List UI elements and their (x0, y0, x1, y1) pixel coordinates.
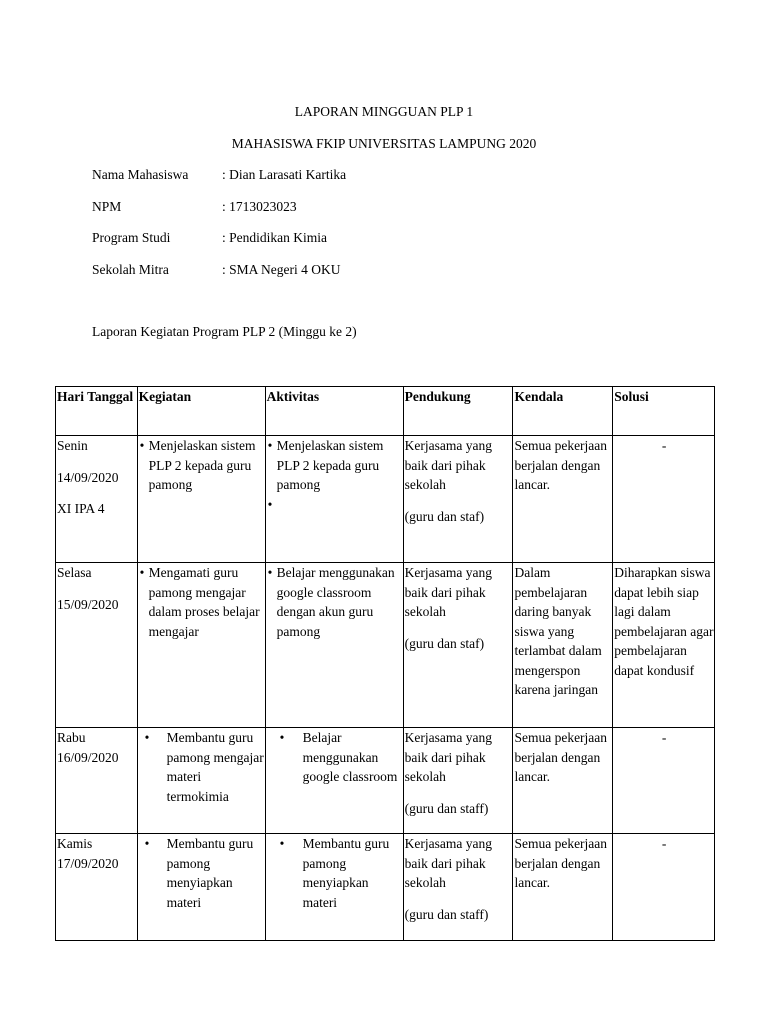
header-cell-day: Hari Tanggal (56, 387, 138, 436)
info-value: : Dian Larasati Kartika (222, 167, 347, 182)
aktivitas-cell (265, 728, 403, 834)
list-item: • Membantu guru pamong mengajar materi termokimia (139, 728, 265, 806)
pendukung-note: (guru dan staf) (404, 635, 485, 651)
info-row-program (92, 230, 327, 246)
header-cell-kendala: Kendala (513, 387, 613, 436)
list-item: • Belajar menggunakan google classroom (267, 728, 403, 787)
pendukung-note: (guru dan staff) (404, 800, 489, 816)
header-cell-aktivitas: Aktivitas (265, 387, 403, 436)
day-date: 16/09/2020 (57, 749, 119, 765)
table-header-row (56, 387, 715, 436)
pendukung-text: Kerjasama yang baik dari pihak sekolah (404, 730, 492, 784)
kendala-cell: Semua pekerjaan berjalan dengan lancar. (513, 728, 613, 834)
kegiatan-cell (137, 834, 265, 941)
solusi-cell: Diharapkan siswa dapat lebih siap lagi dalam pembelajaran agar pembelajaran dapat kondusif (613, 563, 715, 728)
table-row (56, 728, 715, 834)
info-value: : Pendidikan Kimia (222, 230, 327, 245)
list-item: • Membantu guru pamong menyiapkan materi (139, 834, 265, 912)
day-name: Senin (57, 438, 88, 453)
list-item: • Menjelaskan sistem PLP 2 kepada guru pamong (267, 436, 403, 495)
solusi-cell: - (613, 834, 715, 941)
pendukung-cell (403, 563, 513, 728)
info-value: : SMA Negeri 4 OKU (222, 262, 341, 277)
solusi-cell: - (613, 436, 715, 563)
kegiatan-cell (137, 728, 265, 834)
pendukung-note: (guru dan staf) (404, 508, 485, 524)
pendukung-text: Kerjasama yang baik dari pihak sekolah (404, 836, 492, 890)
kendala-cell: Dalam pembelajaran daring banyak siswa yang terlambat dalam mengerspon karena jaringan (513, 563, 613, 728)
header-cell-kegiatan: Kegiatan (137, 387, 265, 436)
day-date: 17/09/2020 (57, 855, 119, 871)
day-name: Rabu (57, 730, 86, 745)
day-date: 14/09/2020 (57, 469, 119, 485)
info-label: Sekolah Mitra (92, 262, 169, 277)
solusi-cell: - (613, 728, 715, 834)
day-cell (56, 834, 138, 941)
aktivitas-cell (265, 436, 403, 563)
day-cell (56, 436, 138, 563)
report-subtitle: MAHASISWA FKIP UNIVERSITAS LAMPUNG 2020 (231, 136, 537, 151)
kendala-cell: Semua pekerjaan berjalan dengan lancar. (513, 436, 613, 563)
info-label: NPM (92, 199, 122, 214)
table-row (56, 563, 715, 728)
pendukung-cell (403, 834, 513, 941)
list-item: • Membantu guru pamong menyiapkan materi (267, 834, 403, 912)
day-date: 15/09/2020 (57, 596, 119, 612)
kegiatan-cell (137, 563, 265, 728)
aktivitas-cell (265, 563, 403, 728)
kegiatan-cell (137, 436, 265, 563)
kendala-cell: Semua pekerjaan berjalan dengan lancar. (513, 834, 613, 941)
info-label: Program Studi (92, 230, 171, 245)
day-name: Selasa (57, 565, 92, 580)
info-row-npm (92, 199, 297, 215)
pendukung-note: (guru dan staff) (404, 906, 489, 922)
list-item: • Belajar menggunakan google classroom dengan akun guru pamong (267, 563, 403, 641)
aktivitas-cell (265, 834, 403, 941)
table-row (56, 834, 715, 941)
info-row-school (92, 262, 341, 278)
info-value: : 1713023023 (222, 199, 297, 214)
header-cell-pendukung: Pendukung (403, 387, 513, 436)
day-cell (56, 728, 138, 834)
day-class: XI IPA 4 (57, 501, 105, 516)
list-item: • Mengamati guru pamong mengajar dalam proses belajar mengajar (139, 563, 265, 641)
day-name: Kamis (57, 836, 93, 851)
table-row (56, 436, 715, 563)
info-label: Nama Mahasiswa (92, 167, 189, 182)
pendukung-cell (403, 728, 513, 834)
header-cell-solusi: Solusi (613, 387, 715, 436)
list-item: • Menjelaskan sistem PLP 2 kepada guru pamong (139, 436, 265, 495)
activity-table (55, 386, 715, 941)
day-cell (56, 563, 138, 728)
report-title: LAPORAN MINGGUAN PLP 1 (294, 104, 474, 119)
pendukung-cell (403, 436, 513, 563)
pendukung-text: Kerjasama yang baik dari pihak sekolah (404, 565, 492, 619)
report-intro: Laporan Kegiatan Program PLP 2 (Minggu ke 2) (92, 324, 357, 339)
info-row-name (92, 167, 346, 183)
pendukung-text: Kerjasama yang baik dari pihak sekolah (404, 438, 492, 492)
